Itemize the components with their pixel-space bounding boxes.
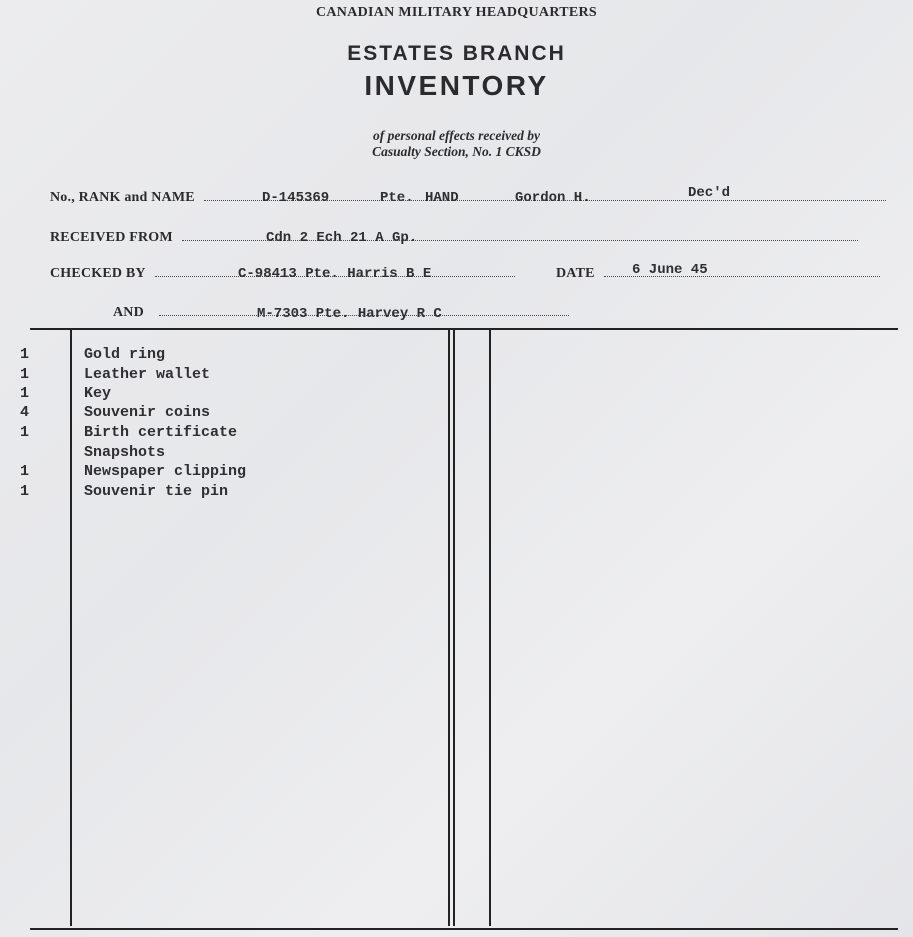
form-title: INVENTORY <box>364 70 549 101</box>
branch-heading: ESTATES BRANCH <box>347 42 566 65</box>
name-label: No., RANK and NAME <box>50 190 195 205</box>
received-value: Cdn 2 Ech 21 A Gp. <box>266 230 418 246</box>
name-given-value: Gordon H. <box>515 190 591 206</box>
name-status-value: Dec'd <box>688 185 731 201</box>
form-subtitle <box>0 128 913 160</box>
item-description: Leather wallet <box>84 366 211 383</box>
subtitle-line-1: of personal effects received by <box>373 128 540 143</box>
item-description: Snapshots <box>84 444 166 461</box>
item-qty: 1 <box>20 346 30 363</box>
item-description: Newspaper clipping <box>84 463 247 480</box>
item-qty: 1 <box>20 366 30 383</box>
item-description: Birth certificate <box>84 424 238 441</box>
subtitle-line-2: Casualty Section, No. 1 CKSD <box>372 144 541 159</box>
item-qty: 1 <box>20 463 30 480</box>
item-qty: 1 <box>20 483 30 500</box>
qty-column-divider <box>70 330 72 926</box>
date-value: 6 June 45 <box>632 262 708 278</box>
and-value: M-7303 Pte. Harvey R C <box>257 306 442 322</box>
checked-label: CHECKED BY <box>50 266 146 281</box>
name-number-value: D-145369 <box>262 190 330 206</box>
table-top-rule <box>30 328 898 330</box>
desc-column-divider-1 <box>448 330 450 926</box>
received-label: RECEIVED FROM <box>50 230 173 245</box>
checked-value: C-98413 Pte. Harris B E <box>238 266 432 282</box>
date-field <box>556 266 880 282</box>
item-qty: 1 <box>20 385 30 402</box>
item-description: Key <box>84 385 112 402</box>
date-label: DATE <box>556 266 595 281</box>
received-row <box>50 230 858 246</box>
name-row <box>50 190 886 206</box>
and-label: AND <box>113 305 144 320</box>
name-rank-value: Pte. <box>380 190 414 206</box>
remarks-column-divider <box>489 330 491 926</box>
item-qty: 4 <box>20 404 30 421</box>
item-qty: 1 <box>20 424 30 441</box>
table-bottom-rule <box>30 928 898 930</box>
name-surname-value: HAND <box>425 190 459 206</box>
item-description: Souvenir tie pin <box>84 483 229 500</box>
organization-heading: CANADIAN MILITARY HEADQUARTERS <box>315 5 598 20</box>
item-description: Souvenir coins <box>84 404 211 421</box>
item-description: Gold ring <box>84 346 166 363</box>
desc-column-divider-2 <box>453 330 455 926</box>
